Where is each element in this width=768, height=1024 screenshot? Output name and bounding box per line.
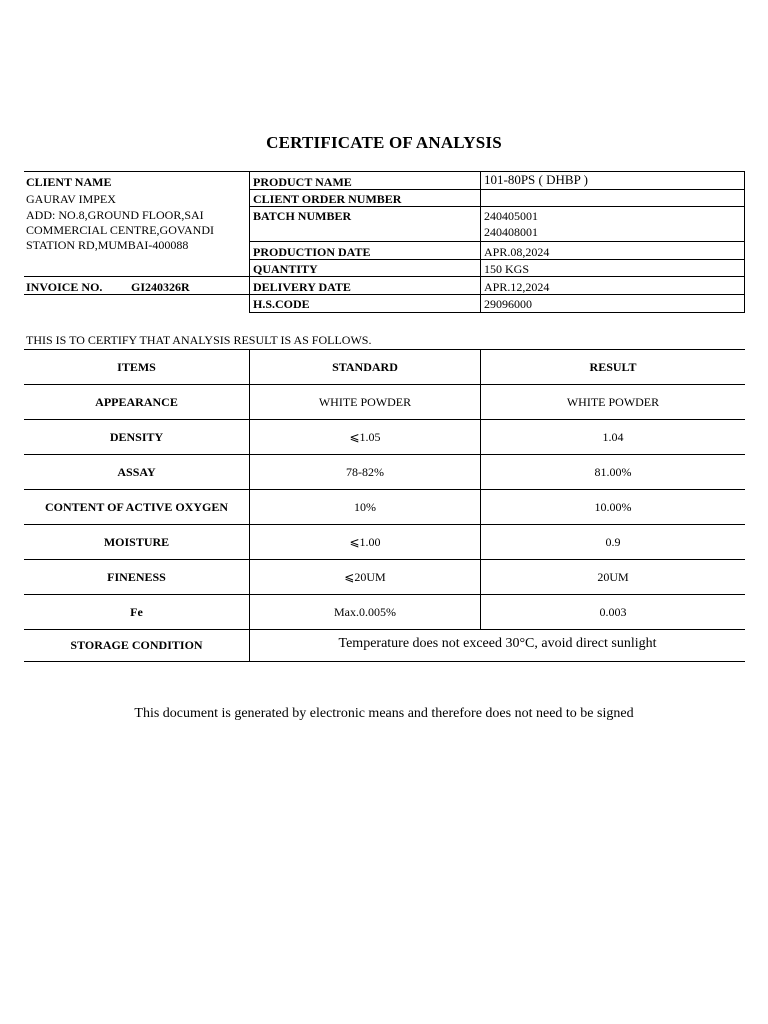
row-result: WHITE POWDER (566, 395, 660, 409)
row-standard: ⩽1.05 (349, 430, 381, 444)
row-item: CONTENT OF ACTIVE OXYGEN (44, 500, 229, 514)
row-standard: Max.0.005% (334, 605, 396, 619)
column-header-items: ITEMS (117, 360, 156, 374)
row-standard: ⩽1.00 (349, 535, 381, 549)
certify-statement: THIS IS TO CERTIFY THAT ANALYSIS RESULT IS AS FOLLOWS. (26, 333, 372, 347)
row-result: 10.00% (594, 500, 632, 514)
client-line: STATION RD,MUMBAI-400088 (26, 238, 189, 252)
row-item: Fe (130, 605, 143, 619)
row-result: 0.003 (599, 605, 627, 619)
row-item: FINENESS (107, 570, 166, 584)
product-name-label: PRODUCT NAME (253, 175, 352, 189)
column-header-result: RESULT (589, 360, 637, 374)
storage-condition-value: Temperature does not exceed 30°C, avoid direct sunlight (338, 636, 657, 651)
client-line: COMMERCIAL CENTRE,GOVANDI (26, 223, 215, 237)
invoice-value: GI240326R (131, 280, 190, 294)
batch-value: 240405001 (484, 209, 538, 223)
row-result: 81.00% (594, 465, 632, 479)
delivery-date-label: DELIVERY DATE (253, 280, 351, 294)
row-item: DENSITY (109, 430, 164, 444)
column-header-standard: STANDARD (332, 360, 398, 374)
row-standard: WHITE POWDER (318, 395, 412, 409)
quantity-label: QUANTITY (253, 262, 318, 276)
client-name-label: CLIENT NAME (26, 175, 112, 189)
row-result: 1.04 (602, 430, 624, 444)
invoice-label: INVOICE NO. (26, 280, 103, 294)
production-date-value: APR.08,2024 (484, 245, 550, 259)
row-standard: 10% (354, 500, 376, 514)
product-name-value: 101-80PS ( DHBP ) (484, 172, 588, 187)
hs-code-value: 29096000 (484, 297, 532, 311)
client-line: ADD: NO.8,GROUND FLOOR,SAI (26, 208, 204, 222)
row-standard: 78-82% (346, 465, 384, 479)
production-date-label: PRODUCTION DATE (253, 245, 371, 259)
batch-value: 240408001 (484, 225, 538, 239)
client-order-label: CLIENT ORDER NUMBER (253, 192, 402, 206)
document-title: CERTIFICATE OF ANALYSIS (266, 133, 502, 152)
storage-condition-label: STORAGE CONDITION (70, 638, 203, 652)
quantity-value: 150 KGS (484, 262, 530, 276)
batch-label: BATCH NUMBER (253, 209, 352, 223)
delivery-date-value: APR.12,2024 (484, 280, 550, 294)
footer-note: This document is generated by electronic means and therefore does not need to be signed (134, 706, 634, 721)
row-result: 20UM (597, 570, 629, 584)
row-standard: ⩽20UM (344, 570, 386, 584)
client-line: GAURAV IMPEX (26, 192, 116, 206)
row-item: APPEARANCE (95, 395, 178, 409)
row-result: 0.9 (605, 535, 621, 549)
hs-code-label: H.S.CODE (253, 297, 310, 311)
row-item: ASSAY (117, 465, 156, 479)
row-item: MOISTURE (103, 535, 170, 549)
